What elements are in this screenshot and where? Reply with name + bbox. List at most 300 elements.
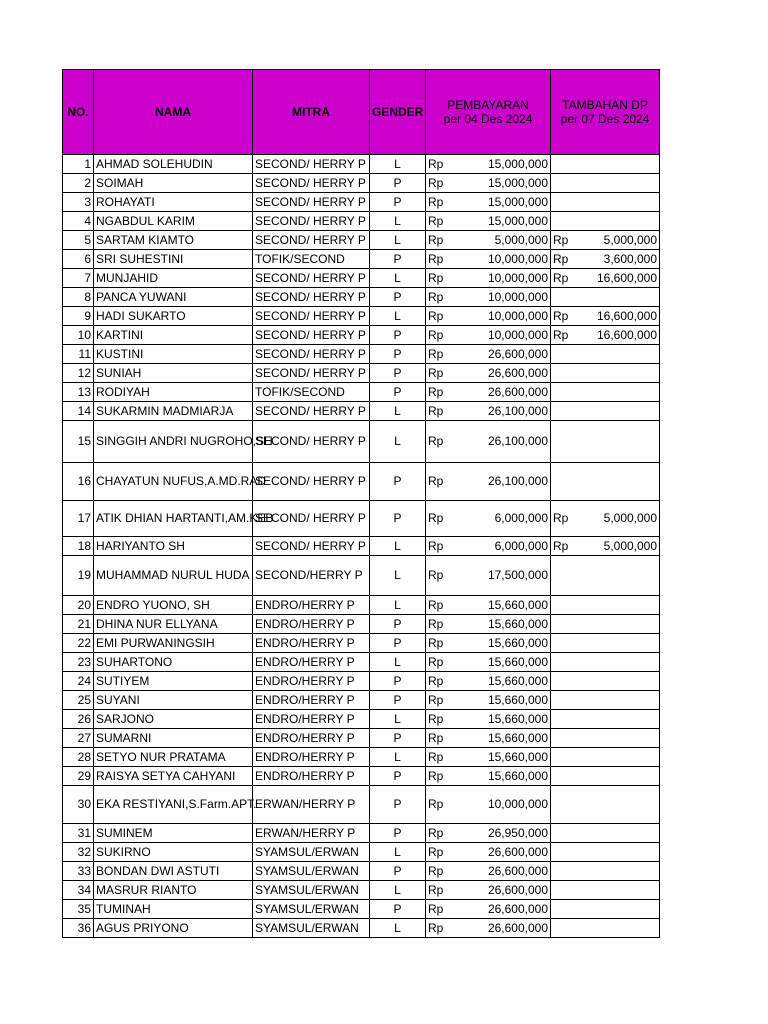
- row-mitra: SECOND/ HERRY P: [253, 155, 370, 174]
- row-gender: L: [370, 919, 426, 938]
- row-gender: P: [370, 691, 426, 710]
- row-nama: SUMARNI: [94, 729, 253, 748]
- row-pembayaran-amount: 15,660,000: [452, 767, 551, 786]
- row-mitra: SECOND/ HERRY P: [253, 345, 370, 364]
- row-no: 5: [63, 231, 94, 250]
- row-mitra: SECOND/ HERRY P: [253, 231, 370, 250]
- table-row: [63, 402, 660, 421]
- row-tambahan-currency: Rp: [551, 501, 579, 537]
- row-gender: L: [370, 212, 426, 231]
- row-no: 31: [63, 824, 94, 843]
- row-mitra: SYAMSUL/ERWAN: [253, 862, 370, 881]
- row-tambahan-currency: [551, 556, 579, 596]
- row-tambahan-amount: [579, 691, 660, 710]
- row-pembayaran-currency: Rp: [426, 174, 452, 193]
- row-no: 30: [63, 786, 94, 824]
- row-tambahan-currency: Rp: [551, 269, 579, 288]
- row-mitra: TOFIK/SECOND: [253, 250, 370, 269]
- row-tambahan-currency: [551, 174, 579, 193]
- header-nama: NAMA: [94, 70, 253, 155]
- table-row: [63, 748, 660, 767]
- row-mitra: ENDRO/HERRY P: [253, 634, 370, 653]
- row-nama: SUKARMIN MADMIARJA: [94, 402, 253, 421]
- table-body: [63, 155, 660, 938]
- row-tambahan-currency: Rp: [551, 326, 579, 345]
- row-gender: P: [370, 250, 426, 269]
- row-tambahan-currency: [551, 288, 579, 307]
- row-tambahan-amount: [579, 767, 660, 786]
- row-no: 20: [63, 596, 94, 615]
- row-pembayaran-currency: Rp: [426, 383, 452, 402]
- row-nama: AGUS PRIYONO: [94, 919, 253, 938]
- header-tambahan-line2: per 07 Des 2024: [560, 112, 650, 126]
- table-row: [63, 672, 660, 691]
- table-row: [63, 786, 660, 824]
- row-pembayaran-currency: Rp: [426, 231, 452, 250]
- row-no: 1: [63, 155, 94, 174]
- row-nama: KUSTINI: [94, 345, 253, 364]
- row-pembayaran-amount: 26,950,000: [452, 824, 551, 843]
- row-gender: P: [370, 326, 426, 345]
- table-row: [63, 634, 660, 653]
- row-pembayaran-amount: 15,660,000: [452, 672, 551, 691]
- row-tambahan-amount: [579, 383, 660, 402]
- row-pembayaran-amount: 26,600,000: [452, 383, 551, 402]
- row-mitra: ENDRO/HERRY P: [253, 672, 370, 691]
- row-tambahan-currency: [551, 615, 579, 634]
- row-pembayaran-currency: Rp: [426, 250, 452, 269]
- row-tambahan-amount: [579, 212, 660, 231]
- row-no: 6: [63, 250, 94, 269]
- row-tambahan-amount: [579, 729, 660, 748]
- table-row: [63, 919, 660, 938]
- row-pembayaran-amount: 26,600,000: [452, 345, 551, 364]
- row-mitra: SECOND/ HERRY P: [253, 193, 370, 212]
- row-tambahan-amount: [579, 748, 660, 767]
- row-mitra: SECOND/ HERRY P: [253, 421, 370, 463]
- row-gender: L: [370, 556, 426, 596]
- table-row: [63, 231, 660, 250]
- header-pembayaran-line2: per 04 Des 2024: [443, 112, 533, 126]
- row-tambahan-currency: [551, 843, 579, 862]
- row-mitra: ENDRO/HERRY P: [253, 729, 370, 748]
- row-tambahan-currency: [551, 710, 579, 729]
- table-row: [63, 174, 660, 193]
- row-tambahan-amount: [579, 596, 660, 615]
- row-mitra: SECOND/ HERRY P: [253, 269, 370, 288]
- row-nama: SUKIRNO: [94, 843, 253, 862]
- row-tambahan-amount: [579, 463, 660, 501]
- row-pembayaran-currency: Rp: [426, 463, 452, 501]
- row-pembayaran-amount: 15,660,000: [452, 653, 551, 672]
- row-tambahan-currency: [551, 881, 579, 900]
- row-gender: P: [370, 364, 426, 383]
- row-no: 25: [63, 691, 94, 710]
- row-tambahan-amount: [579, 843, 660, 862]
- row-no: 4: [63, 212, 94, 231]
- row-nama: MASRUR RIANTO: [94, 881, 253, 900]
- table-row: [63, 729, 660, 748]
- row-pembayaran-currency: Rp: [426, 501, 452, 537]
- row-pembayaran-currency: Rp: [426, 862, 452, 881]
- table-row: [63, 193, 660, 212]
- table-row: [63, 307, 660, 326]
- table-row: [63, 824, 660, 843]
- row-nama: MUHAMMAD NURUL HUDA: [94, 556, 253, 596]
- row-tambahan-currency: [551, 212, 579, 231]
- row-gender: L: [370, 537, 426, 556]
- row-pembayaran-amount: 15,660,000: [452, 634, 551, 653]
- row-no: 18: [63, 537, 94, 556]
- row-tambahan-currency: [551, 748, 579, 767]
- row-no: 23: [63, 653, 94, 672]
- row-tambahan-currency: [551, 672, 579, 691]
- row-tambahan-currency: [551, 786, 579, 824]
- row-no: 36: [63, 919, 94, 938]
- table-row: [63, 862, 660, 881]
- row-tambahan-currency: [551, 634, 579, 653]
- row-pembayaran-currency: Rp: [426, 269, 452, 288]
- table-row: [63, 364, 660, 383]
- row-tambahan-currency: [551, 767, 579, 786]
- row-gender: P: [370, 900, 426, 919]
- row-pembayaran-amount: 10,000,000: [452, 250, 551, 269]
- row-nama: SUYANI: [94, 691, 253, 710]
- row-no: 27: [63, 729, 94, 748]
- row-tambahan-currency: [551, 402, 579, 421]
- row-gender: L: [370, 596, 426, 615]
- row-mitra: ENDRO/HERRY P: [253, 615, 370, 634]
- header-mitra: MITRA: [253, 70, 370, 155]
- row-tambahan-amount: 5,000,000: [579, 231, 660, 250]
- row-no: 15: [63, 421, 94, 463]
- row-gender: L: [370, 843, 426, 862]
- row-gender: P: [370, 288, 426, 307]
- row-gender: P: [370, 634, 426, 653]
- row-tambahan-amount: 5,000,000: [579, 501, 660, 537]
- row-nama: SUTIYEM: [94, 672, 253, 691]
- row-pembayaran-amount: 26,600,000: [452, 900, 551, 919]
- row-pembayaran-currency: Rp: [426, 288, 452, 307]
- row-gender: L: [370, 653, 426, 672]
- row-tambahan-currency: [551, 421, 579, 463]
- table-row: [63, 155, 660, 174]
- row-tambahan-amount: [579, 710, 660, 729]
- row-pembayaran-amount: 26,600,000: [452, 862, 551, 881]
- row-no: 22: [63, 634, 94, 653]
- row-pembayaran-currency: Rp: [426, 691, 452, 710]
- row-pembayaran-currency: Rp: [426, 212, 452, 231]
- row-no: 17: [63, 501, 94, 537]
- payment-table: [62, 69, 660, 938]
- row-pembayaran-currency: Rp: [426, 881, 452, 900]
- row-gender: P: [370, 463, 426, 501]
- row-mitra: SECOND/ HERRY P: [253, 212, 370, 231]
- table-row: [63, 326, 660, 345]
- row-pembayaran-currency: Rp: [426, 843, 452, 862]
- header-pembayaran-line1: PEMBAYARAN: [447, 98, 529, 112]
- row-nama: RAISYA SETYA CAHYANI: [94, 767, 253, 786]
- row-pembayaran-currency: Rp: [426, 307, 452, 326]
- row-nama: ATIK DHIAN HARTANTI,AM.KEB: [94, 501, 253, 537]
- row-mitra: SECOND/ HERRY P: [253, 463, 370, 501]
- table-row: [63, 250, 660, 269]
- row-tambahan-amount: [579, 402, 660, 421]
- row-no: 33: [63, 862, 94, 881]
- row-no: 14: [63, 402, 94, 421]
- row-tambahan-amount: [579, 193, 660, 212]
- row-pembayaran-amount: 15,660,000: [452, 748, 551, 767]
- row-mitra: SYAMSUL/ERWAN: [253, 919, 370, 938]
- header-gender: GENDER: [370, 70, 426, 155]
- row-tambahan-amount: [579, 364, 660, 383]
- row-tambahan-currency: Rp: [551, 231, 579, 250]
- row-no: 28: [63, 748, 94, 767]
- row-no: 35: [63, 900, 94, 919]
- row-pembayaran-amount: 10,000,000: [452, 269, 551, 288]
- row-nama: CHAYATUN NUFUS,A.MD.RAD: [94, 463, 253, 501]
- row-tambahan-currency: [551, 155, 579, 174]
- row-gender: P: [370, 786, 426, 824]
- row-mitra: SECOND/ HERRY P: [253, 307, 370, 326]
- row-tambahan-currency: [551, 691, 579, 710]
- row-no: 16: [63, 463, 94, 501]
- table-row: [63, 421, 660, 463]
- row-nama: SINGGIH ANDRI NUGROHO,SH: [94, 421, 253, 463]
- row-pembayaran-currency: Rp: [426, 710, 452, 729]
- row-tambahan-currency: Rp: [551, 307, 579, 326]
- row-pembayaran-amount: 26,100,000: [452, 421, 551, 463]
- row-gender: P: [370, 729, 426, 748]
- table-row: [63, 710, 660, 729]
- row-tambahan-currency: [551, 900, 579, 919]
- row-pembayaran-amount: 26,100,000: [452, 463, 551, 501]
- row-pembayaran-amount: 15,660,000: [452, 729, 551, 748]
- row-pembayaran-amount: 15,660,000: [452, 691, 551, 710]
- row-pembayaran-currency: Rp: [426, 537, 452, 556]
- row-nama: RODIYAH: [94, 383, 253, 402]
- row-no: 13: [63, 383, 94, 402]
- row-tambahan-amount: [579, 653, 660, 672]
- row-pembayaran-currency: Rp: [426, 155, 452, 174]
- row-nama: SOIMAH: [94, 174, 253, 193]
- row-no: 12: [63, 364, 94, 383]
- row-tambahan-currency: [551, 729, 579, 748]
- row-mitra: SYAMSUL/ERWAN: [253, 881, 370, 900]
- row-nama: MUNJAHID: [94, 269, 253, 288]
- row-pembayaran-currency: Rp: [426, 193, 452, 212]
- table-row: [63, 463, 660, 501]
- row-nama: SRI SUHESTINI: [94, 250, 253, 269]
- row-pembayaran-amount: 10,000,000: [452, 307, 551, 326]
- row-tambahan-amount: 16,600,000: [579, 326, 660, 345]
- row-gender: P: [370, 862, 426, 881]
- row-tambahan-currency: [551, 824, 579, 843]
- row-nama: KARTINI: [94, 326, 253, 345]
- row-mitra: SECOND/HERRY P: [253, 556, 370, 596]
- row-nama: EMI PURWANINGSIH: [94, 634, 253, 653]
- row-pembayaran-currency: Rp: [426, 326, 452, 345]
- row-gender: P: [370, 383, 426, 402]
- row-nama: EKA RESTIYANI,S.Farm.APT.: [94, 786, 253, 824]
- row-no: 29: [63, 767, 94, 786]
- row-pembayaran-amount: 15,660,000: [452, 710, 551, 729]
- row-pembayaran-amount: 15,000,000: [452, 193, 551, 212]
- row-no: 7: [63, 269, 94, 288]
- row-nama: SUHARTONO: [94, 653, 253, 672]
- row-pembayaran-currency: Rp: [426, 900, 452, 919]
- table-row: [63, 653, 660, 672]
- row-tambahan-currency: [551, 653, 579, 672]
- row-nama: SARTAM KIAMTO: [94, 231, 253, 250]
- row-gender: L: [370, 231, 426, 250]
- header-tambahan-line1: TAMBAHAN DP: [562, 98, 648, 112]
- row-mitra: ENDRO/HERRY P: [253, 767, 370, 786]
- row-mitra: ENDRO/HERRY P: [253, 710, 370, 729]
- table-row: [63, 843, 660, 862]
- row-pembayaran-amount: 26,100,000: [452, 402, 551, 421]
- table-row: [63, 345, 660, 364]
- row-pembayaran-amount: 15,660,000: [452, 596, 551, 615]
- row-pembayaran-currency: Rp: [426, 364, 452, 383]
- row-tambahan-currency: [551, 463, 579, 501]
- row-tambahan-currency: [551, 193, 579, 212]
- row-pembayaran-currency: Rp: [426, 615, 452, 634]
- row-tambahan-amount: 5,000,000: [579, 537, 660, 556]
- row-mitra: ERWAN/HERRY P: [253, 824, 370, 843]
- row-gender: P: [370, 345, 426, 364]
- row-pembayaran-amount: 15,000,000: [452, 212, 551, 231]
- row-no: 2: [63, 174, 94, 193]
- row-tambahan-amount: [579, 672, 660, 691]
- table-row: [63, 881, 660, 900]
- row-tambahan-currency: Rp: [551, 250, 579, 269]
- row-pembayaran-amount: 26,600,000: [452, 881, 551, 900]
- row-pembayaran-amount: 15,660,000: [452, 615, 551, 634]
- row-mitra: SECOND/ HERRY P: [253, 537, 370, 556]
- row-pembayaran-currency: Rp: [426, 345, 452, 364]
- row-no: 26: [63, 710, 94, 729]
- row-nama: SETYO NUR PRATAMA: [94, 748, 253, 767]
- row-pembayaran-currency: Rp: [426, 824, 452, 843]
- table-row: [63, 383, 660, 402]
- row-tambahan-amount: [579, 824, 660, 843]
- row-pembayaran-amount: 10,000,000: [452, 288, 551, 307]
- row-tambahan-amount: [579, 174, 660, 193]
- row-pembayaran-currency: Rp: [426, 786, 452, 824]
- row-nama: HADI SUKARTO: [94, 307, 253, 326]
- table-row: [63, 900, 660, 919]
- row-tambahan-amount: [579, 900, 660, 919]
- row-pembayaran-amount: 26,600,000: [452, 843, 551, 862]
- row-tambahan-currency: [551, 345, 579, 364]
- row-tambahan-amount: [579, 919, 660, 938]
- table-row: [63, 615, 660, 634]
- row-pembayaran-currency: Rp: [426, 596, 452, 615]
- row-mitra: SYAMSUL/ERWAN: [253, 900, 370, 919]
- row-tambahan-amount: [579, 881, 660, 900]
- row-gender: L: [370, 402, 426, 421]
- row-pembayaran-amount: 15,000,000: [452, 155, 551, 174]
- row-mitra: ENDRO/HERRY P: [253, 653, 370, 672]
- row-tambahan-currency: Rp: [551, 537, 579, 556]
- row-mitra: SYAMSUL/ERWAN: [253, 843, 370, 862]
- row-gender: L: [370, 269, 426, 288]
- row-pembayaran-amount: 10,000,000: [452, 786, 551, 824]
- row-pembayaran-currency: Rp: [426, 748, 452, 767]
- row-tambahan-amount: [579, 155, 660, 174]
- row-no: 11: [63, 345, 94, 364]
- table-row: [63, 556, 660, 596]
- table-row: [63, 537, 660, 556]
- row-mitra: SECOND/ HERRY P: [253, 364, 370, 383]
- row-mitra: ERWAN/HERRY P: [253, 786, 370, 824]
- row-pembayaran-currency: Rp: [426, 919, 452, 938]
- table-row: [63, 596, 660, 615]
- row-no: 34: [63, 881, 94, 900]
- row-pembayaran-currency: Rp: [426, 402, 452, 421]
- row-nama: SARJONO: [94, 710, 253, 729]
- row-no: 3: [63, 193, 94, 212]
- row-nama: ENDRO YUONO, SH: [94, 596, 253, 615]
- row-gender: P: [370, 174, 426, 193]
- row-pembayaran-amount: 10,000,000: [452, 326, 551, 345]
- row-gender: L: [370, 748, 426, 767]
- row-tambahan-amount: [579, 288, 660, 307]
- row-tambahan-amount: [579, 421, 660, 463]
- row-pembayaran-currency: Rp: [426, 556, 452, 596]
- row-pembayaran-amount: 6,000,000: [452, 537, 551, 556]
- row-nama: ROHAYATI: [94, 193, 253, 212]
- row-tambahan-amount: 3,600,000: [579, 250, 660, 269]
- table-row: [63, 212, 660, 231]
- row-tambahan-currency: [551, 364, 579, 383]
- row-pembayaran-currency: Rp: [426, 421, 452, 463]
- row-pembayaran-amount: 26,600,000: [452, 364, 551, 383]
- row-nama: PANCA YUWANI: [94, 288, 253, 307]
- row-pembayaran-currency: Rp: [426, 729, 452, 748]
- row-nama: BONDAN DWI ASTUTI: [94, 862, 253, 881]
- header-no: NO.: [63, 70, 94, 155]
- row-gender: L: [370, 881, 426, 900]
- row-pembayaran-amount: 15,000,000: [452, 174, 551, 193]
- row-pembayaran-currency: Rp: [426, 634, 452, 653]
- row-mitra: ENDRO/HERRY P: [253, 596, 370, 615]
- row-tambahan-amount: [579, 862, 660, 881]
- row-mitra: SECOND/ HERRY P: [253, 402, 370, 421]
- table-row: [63, 288, 660, 307]
- row-pembayaran-amount: 26,600,000: [452, 919, 551, 938]
- row-pembayaran-amount: 17,500,000: [452, 556, 551, 596]
- row-no: 8: [63, 288, 94, 307]
- row-tambahan-currency: [551, 383, 579, 402]
- row-pembayaran-currency: Rp: [426, 653, 452, 672]
- row-pembayaran-currency: Rp: [426, 767, 452, 786]
- row-tambahan-amount: [579, 634, 660, 653]
- row-tambahan-amount: [579, 556, 660, 596]
- row-gender: P: [370, 193, 426, 212]
- row-tambahan-amount: [579, 786, 660, 824]
- row-no: 19: [63, 556, 94, 596]
- row-mitra: SECOND/ HERRY P: [253, 501, 370, 537]
- row-gender: L: [370, 421, 426, 463]
- header-tambahan: [551, 70, 660, 155]
- row-nama: SUNIAH: [94, 364, 253, 383]
- row-pembayaran-currency: Rp: [426, 672, 452, 691]
- row-no: 10: [63, 326, 94, 345]
- row-nama: TUMINAH: [94, 900, 253, 919]
- table-row: [63, 269, 660, 288]
